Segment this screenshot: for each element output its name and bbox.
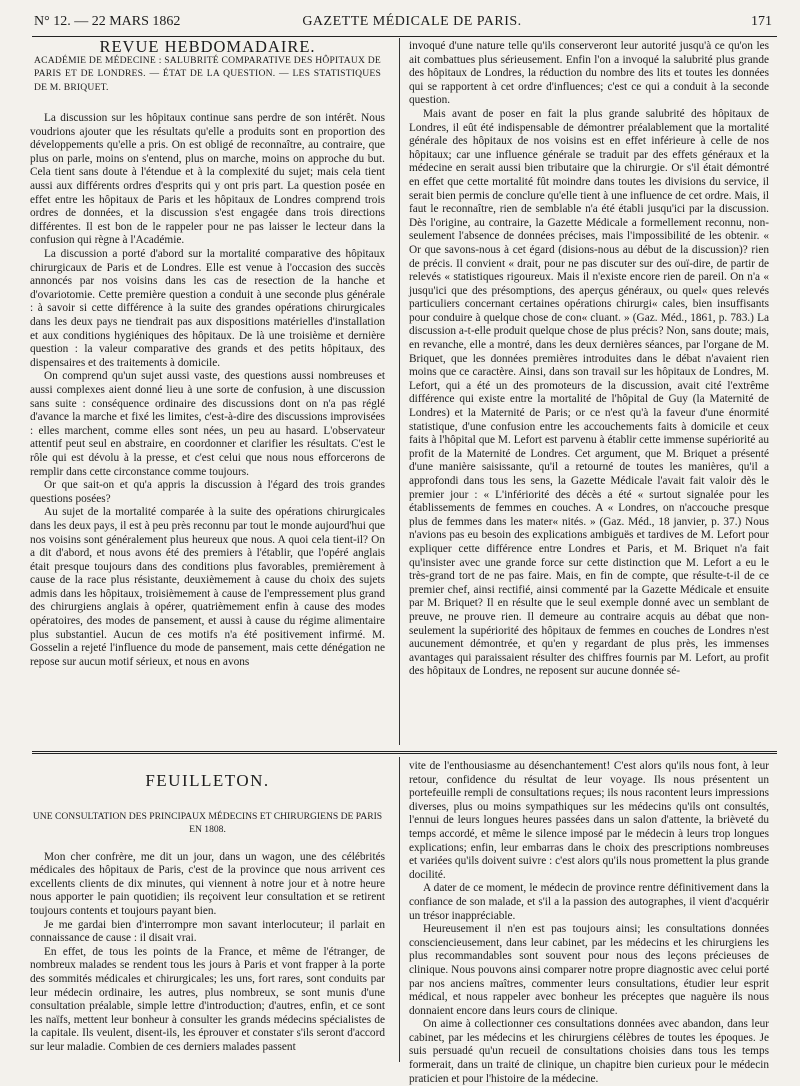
feuilleton-paragraph: Je me gardai bien d'interrompre mon savant interlocuteur; il parlait en connaissance de cause : il disait vrai.: [30, 918, 385, 945]
revue-paragraph: On comprend qu'un sujet aussi vaste, des questions aussi nombreuses et aussi complexes aient donné lieu à une sorte de confusion, à une discussion sans suite : conséquence ordinaire des discussions dont on n'a pas réglé d'avance la marche et fixé les limites, c'est-à-dire des discussions improvisées : elles marchent, comme elles sont nées, un peu au hasard. L'observateur attentif peut seul en abstraire, en coordonner et clarifier les résultats. C'est le rôle qui est dévolu à la presse, et c'est celui que nous nous efforcerons de remplir dans cette circonstance comme toujours.: [30, 370, 385, 478]
feuilleton-paragraph: On aime à collectionner ces consultations données avec abandon, dans leur cabinet, par les médecins et les chirurgiens célèbres de toutes les époques. Je suis persuadé qu'un recueil de consultations choisies dans tous les temps formerait, dans un traité de clinique, un chapitre bien curieux pour le médecin praticien et pour l'histoire de la médecine.: [409, 1018, 769, 1085]
feuilleton-paragraph: A dater de ce moment, le médecin de province rentre définitivement dans la confiance de son malade, et s'il a la passion des autographes, il vient d'acquérir un trésor inappréciable.: [409, 882, 769, 922]
revue-right-column: [409, 40, 769, 745]
revue-paragraph: Mais avant de poser en fait la plus grande salubrité des hôpitaux de Londres, il eût été indispensable de démontrer préalablement que la mortalité générale des hôpitaux de nos voisins est en effet inférieure à celle de nos hôpitaux; car une influence générale se traduit par des effets généraux et la médecine en serait aussi bien tributaire que la chirurgie. Or s'il était démontré en effet que cette mortalité fût moindre dans toutes les divisions du service, il serait bien permis de conclure qu'elle tient à une influence de cet ordre. Mais, il faut le reconnaître, rien de semblable n'a été établi jusqu'ici par la discussion. Dès l'origine, au contraire, la Gazette Médicale a formellement reconnu, non-seulement l'absence de données précises, mais l'impossibilité de les obtenir. « Or que savons-nous à cet égard (disions-nous au début de la discussion)? rien de précis. Il convient « drait, pour ne pas discuter sur des ouï-dire, de partir de relevés « statistiques rigoureux. Mais il n'existe encore rien de pareil. On n'a « jusqu'ici que des présomptions, des aperçus généraux, ou quel« ques relevés particuliers concernant certaines opérations chirurgi« cales, bien insuffisants pour conduire à quelque chose de con« cluant. » (Gaz. Méd., 1861, p. 783.) La discussion a-t-elle produit quelque chose de plus précis? Non, sans doute; mais, en revanche, elle a montré, dans les deux dernières séances, par l'organe de M. Briquet, que les données premières introduites dans le débat n'avaient rien moins que ce caractère. Ainsi, dans son travail sur les hôpitaux de Londres, M. Lefort, qui a été un des promoteurs de la discussion, avait cité l'extrême différence qui existe entre la mortalité de l'hôpital de Guy (la Maternité de Londres) et la Maternité de Paris; or ce n'est qu'à la faveur d'une énormité statistique, d'une confusion entre les accouchements faits à domicile et ceux faits à l'hôpital que M. Lefort est parvenu à établir cette immense supériorité au profit de la Maternité de Londres. Cet argument, que M. Briquet a présenté d'une manière saisissante, qu'il a retourné de toutes les manières, qu'il a approfondi dans tous les sens, la Gazette Médicale l'avait fait valoir dès le premier jour : « L'infériorité des décès a été « surtout signalée pour les établissements de femmes en couches. A « Londres, on n'accouche presque plus de femmes dans les mater« nités. » (Gaz. Méd., 18 janvier, p. 37.) Nous n'avions pas eu besoin des explications ambiguës et tardives de M. Lefort pour expliquer cette différence entre Londres et Paris, et M. Briquet n'a fait qu'insister avec une grande force sur cette distinction que M. Lefort a eu le très-grand tort de ne pas faire. Mais, en fin de compte, que résulte-t-il de ce premier chef, ainsi rectifié, ainsi commenté par la Gazette Médicale et ensuite par M. Briquet? Il en résulte que le seul exemple donné avec un semblant de preuve, ne prouve rien. Il demeure au contraire acquis au débat que non-seulement la supériorité des hôpitaux de femmes en couches de Londres n'est aucunement démontrée, et qu'en y regardant de plus près, les immenses avantages qui paraissaient résulter des chiffres fournis par M. Lefort, au profit des hôpitaux de Londres, ne reposent sur aucune donnée sé-: [409, 107, 769, 678]
issue-number: N° 12. — 22 MARS 1862: [34, 14, 181, 29]
revue-paragraph: invoqué d'une nature telle qu'ils conserveront leur autorité jusqu'à ce qu'on les ait combattues plus sérieusement. Enfin l'on a invoqué la salubrité plus grande des hôpitaux de Londres, la réduction du nombre des lits et toutes les données qui se rapportent à cet ordre d'influences; c'est ce qui a conduit à la seconde question.: [409, 40, 769, 107]
feuilleton-paragraph: Mon cher confrère, me dit un jour, dans un wagon, une des célébrités médicales des hôpitaux de Paris, c'est de la province que nous arrivent ces excellents clients de dix minutes, qui viennent à notre jour et à notre heure nous apporter le pain quotidien; ils reçoivent leur consultation et se retirent toujours contents et toujours payant bien.: [30, 850, 385, 917]
column-divider-bottom: [399, 757, 400, 1062]
page-number: 171: [751, 14, 772, 29]
feuilleton-title: FEUILLETON.: [145, 771, 270, 790]
revue-paragraph: Or que sait-on et qu'a appris la discussion à l'égard des trois grandes questions posées?: [30, 479, 385, 505]
running-head: [32, 12, 772, 34]
feuilleton-rule: [32, 751, 777, 754]
feuilleton-left-column: [30, 760, 385, 1060]
feuilleton-right-column: [409, 760, 769, 1085]
revue-title: REVUE HEBDOMADAIRE.: [99, 37, 316, 56]
revue-paragraph: La discussion a porté d'abord sur la mortalité comparative des hôpitaux chirurgicaux de Paris et de Londres. Elle est venue à l'occasion des succès annoncés par nos voisins dans les cas de resection de la hanche et d'ovariotomie. Cette première question a conduit à une seconde plus générale : à savoir si cette différence à la suite des grandes opérations chirurgicales dans les deux pays ne tiendrait pas aux dispositions matérielles d'installation et aux conditions hygiéniques des hôpitaux. De là une troisième et dernière question : la valeur comparative des grands et des petits hôpitaux, des dispensaires et des traitements à domicile.: [30, 248, 385, 369]
feuilleton-subtitle: UNE CONSULTATION DES PRINCIPAUX MÉDECINS ET CHIRURGIENS DE PARIS EN 1808.: [32, 810, 383, 836]
revue-subtitle: ACADÉMIE DE MÉDECINE : SALUBRITÉ COMPARATIVE DES HÔPITAUX DE PARIS ET DE LONDRES. — ÉTAT DE LA QUESTION. — LES STATISTIQUES DE M. BRIQUET.: [34, 54, 381, 93]
feuilleton-paragraph: En effet, de tous les points de la France, et même de l'étranger, de nombreux malades se rendent tous les jours à Paris et vont frapper à la porte des sommités médicales et chirurgicales; les uns, fort rares, sont conduits par leur médecin ordinaire, les autres, plus nombreux, se sont munis d'une consultation préalable, simple lettre d'introduction; d'autres, enfin, et ce sont les naïfs, mettent leur bonheur à consulter les grands médecins spécialistes de la capitale. Ils veulent, disent-ils, les éprouver et constater s'ils seront d'accord sur leur maladie. Combien de ces derniers malades passent: [30, 945, 385, 1053]
journal-title: GAZETTE MÉDICALE DE PARIS.: [302, 14, 522, 29]
column-divider-top: [399, 38, 400, 745]
revue-paragraph: La discussion sur les hôpitaux continue sans perdre de son intérêt. Nous voudrions ajouter que les résultats qu'elle a produits sont en proportion des développements qu'elle a pris. On est obligé de reconnaître, au contraire, que plus on parle, moins on s'entend, plus on marche, moins on approche du but. Cela tient sans doute à l'étendue et à la complexité du sujet; mais cela tient aussi aux différents ordres d'esprits qui y ont pris part. La question posée en effet entre les hôpitaux de Paris et les hôpitaux de Londres comprend trois ordres de données, et la discussion s'est engagée dans trois directions différentes. Il est bon de le rappeler pour ne pas laisser le lecteur dans la confusion qui règne à l'Académie.: [30, 112, 385, 247]
feuilleton-paragraph: Heureusement il n'en est pas toujours ainsi; les consultations données consciencieusement, dans leur cabinet, par les médecins et les chirurgiens les plus recommandables sont souvent pour nous des leçons précieuses de clinique. Nous pouvons ainsi comparer notre propre diagnostic avec celui porté par nos anciens maîtres, commenter leurs consultations, étudier leur esprit médical, et nous rappeler avec bonheur les préceptes que naguère ils nous donnaient encore dans leurs cours de clinique.: [409, 923, 769, 1017]
feuilleton-paragraph: vite de l'enthousiasme au désenchantement! C'est alors qu'ils nous font, à leur retour, confidence du résultat de leur voyage. Ils nous présentent un portefeuille rempli de consultations reçues; ils nous racontent leurs impressions diverses, plus ou moins sympathiques sur les médecins qu'ils ont consultés, l'ennui de leurs longues heures passées dans un salon d'attente, la brièveté du temps accordé, et même le silence imposé par le médecin à leurs trop longues explications; enfin, leur embarras dans le choix des prescriptions nombreuses et variées qu'ils doivent suivre : c'est alors qu'ils nous promettent la plus grande docilité.: [409, 760, 769, 881]
revue-paragraph: Au sujet de la mortalité comparée à la suite des opérations chirurgicales dans les deux pays, il est à peu près reconnu par tout le monde aujourd'hui que nos voisins sont généralement plus heureux que nous. A quoi cela tient-il? On a dit d'abord, et nous avons été des premiers à l'établir, que l'opéré anglais était presque toujours dans des conditions plus favorables, premièrement à cause de la race plus résistante, deuxièmement à cause du choix des sujets admis dans les hôpitaux, troisièmement à cause de l'empressement plus grand des chirurgiens anglais à opérer, quatrièmement enfin à cause des modes opératoires, des modes de pansement, et aussi à cause du régime alimentaire plus substantiel. Aucun de ces motifs n'a été positivement infirmé. M. Gosselin a rejeté l'influence du mode de pansement, mais cette dénégation ne repose sur aucun motif sérieux, et nous en avons: [30, 506, 385, 668]
revue-left-column: [30, 37, 385, 745]
